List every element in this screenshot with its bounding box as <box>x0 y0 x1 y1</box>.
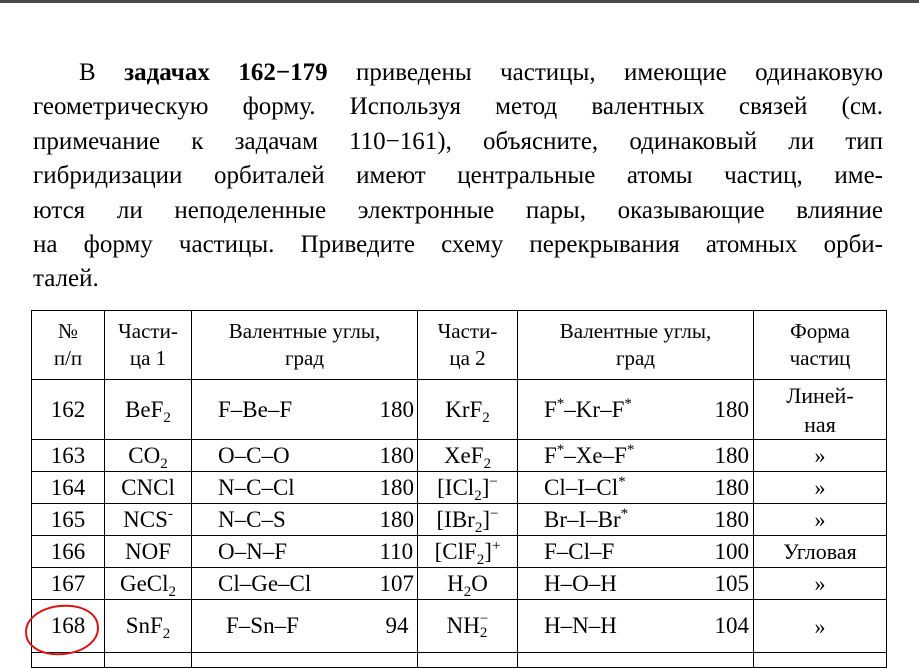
header-number: № п/п <box>32 311 105 380</box>
paragraph-line-5: ются ли неподеленные электронные пары, оказывающие влияние <box>33 196 883 224</box>
paragraph-line-7: талей. <box>33 265 99 293</box>
paragraph-line-6: на форму частицы. Приведите схему перекрывания атомных орби- <box>33 230 883 258</box>
table-header <box>32 311 887 380</box>
table-row: 164 CNCl N–C–Cl 180 [ICl$_2$]− Cl–I–Cl* 180 » <box>32 472 887 504</box>
header-particle-2: Части- ца 2 <box>418 311 518 380</box>
table-row: 166 NOF O–N–F 110 [ClF$_2$]+ F–Cl–F 100 Угловая <box>32 536 887 568</box>
paragraph-line-2: геометрическую форму. Используя метод валентных связей (см. <box>33 93 883 121</box>
table-row: 163 $CO_2$ O–C–O 180 XeF$_2$ F*–Xe–F* 180 » <box>32 440 887 472</box>
table-row: 167 GeCl$_2$ Cl–Ge–Cl 107 $H_2O$ H–O–H 105 » <box>32 568 887 600</box>
table-row-partial <box>32 653 887 668</box>
paragraph-line-4: гибридизации орбиталей имеют центральные атомы частиц, име- <box>33 162 883 190</box>
header-angles-1: Валентные углы, град <box>192 311 418 380</box>
paragraph-line-1: В задачах 162−179 приведены частицы, имеющие одинаковую <box>79 59 883 86</box>
table-row: 165 NCS- N–C–S 180 [IBr$_2$]− Br–I–Br* 180 » <box>32 504 887 536</box>
task-description <box>33 56 883 297</box>
header-shape: Форма частиц <box>754 311 887 380</box>
tasks-range-bold: задачах 162−179 <box>124 59 328 86</box>
particles-table <box>31 310 887 668</box>
header-angles-2: Валентные углы, град <box>518 311 754 380</box>
paragraph-line-3: примечание к задачам 110−161), объясните, одинаковый ли тип <box>33 127 883 155</box>
top-border <box>0 0 919 3</box>
table-row: 162 BeF$_2$ F–Be–F 180 KrF$_2$ F*–Kr–F* 180 Линей- ная <box>32 380 887 440</box>
header-particle-1: Части- ца 1 <box>105 311 192 380</box>
table-row: 168 SnF$_2$ F–Sn–F 94 NH − 2 H–N–H 104 » <box>32 600 887 653</box>
